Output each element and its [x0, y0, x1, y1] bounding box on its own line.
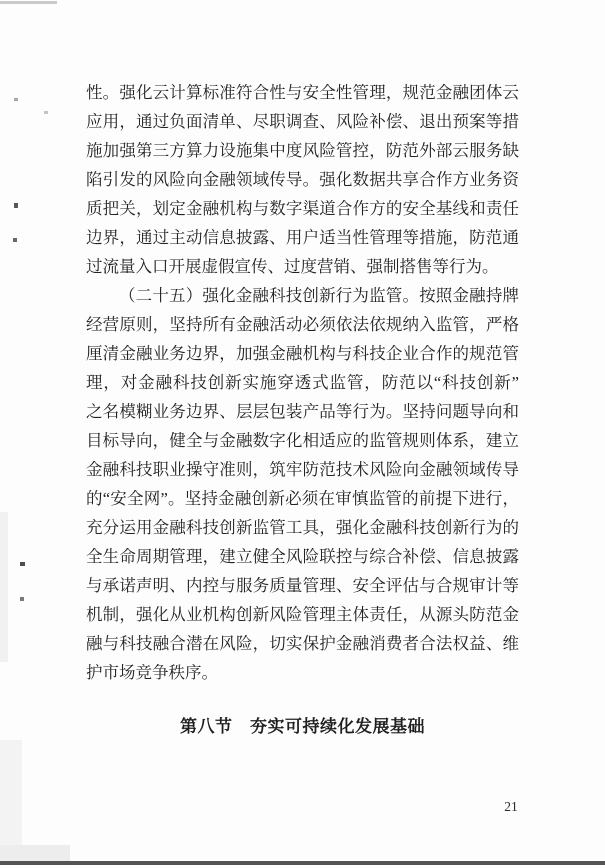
- text-line: 护市场竞争秩序。: [86, 663, 218, 682]
- text-line: 质把关，划定金融机构与数字渠道合作方的安全基线和责任: [86, 199, 519, 218]
- document-body-text: [86, 78, 519, 741]
- page-number: 21: [504, 799, 518, 814]
- text-line: 机制，强化从业机构创新风险管理主体责任，从源头防范金: [86, 605, 519, 624]
- scan-speck: [20, 562, 25, 566]
- scan-artifact-left-band: [0, 512, 8, 662]
- section-heading: 第八节 夯实可持续化发展基础: [180, 717, 425, 736]
- text-line: 性。强化云计算标准符合性与安全性管理，规范金融团体云: [86, 83, 519, 102]
- text-line: 过流量入口开展虚假宣传、过度营销、强制搭售等行为。: [86, 257, 499, 276]
- scan-artifact-bottom-left-smudge: [0, 740, 22, 861]
- text-line: 施加强第三方算力设施集中度风险管控，防范外部云服务缺: [86, 141, 519, 160]
- scan-artifact-bottom-left-blob: [0, 845, 70, 861]
- text-line: 经营原则，坚持所有金融活动必须依法依规纳入监管，严格: [86, 315, 519, 334]
- scan-speck: [14, 98, 18, 101]
- scan-speck: [14, 203, 18, 208]
- text-line: 的“安全网”。坚持金融创新必须在审慎监管的前提下进行，: [86, 489, 519, 508]
- text-line: 全生命周期管理，建立健全风险联控与综合补偿、信息披露: [86, 547, 519, 566]
- text-line: 与承诺声明、内控与服务质量管理、安全评估与合规审计等: [86, 576, 519, 595]
- text-line: 之名模糊业务边界、层层包装产品等行为。坚持问题导向和: [86, 402, 519, 421]
- scan-speck: [44, 111, 48, 114]
- text-line: 金融科技职业操守准则，筑牢防范技术风险向金融领域传导: [86, 460, 519, 479]
- text-line: 陷引发的风险向金融领域传导。强化数据共享合作方业务资: [86, 170, 519, 189]
- text-line: （二十五）强化金融科技创新行为监管。按照金融持牌: [119, 286, 519, 305]
- scan-bottom-edge: [0, 861, 605, 865]
- scan-speck: [20, 597, 24, 601]
- text-line: 目标导向，健全与金融数字化相适应的监管规则体系，建立: [86, 431, 519, 450]
- text-line: 充分运用金融科技创新监管工具，强化金融科技创新行为的: [86, 518, 519, 537]
- text-line: 理，对金融科技创新实施穿透式监管，防范以“科技创新”: [86, 373, 519, 392]
- text-line: 融与科技融合潜在风险，切实保护金融消费者合法权益、维: [86, 634, 519, 653]
- scan-artifact-top-streak: [0, 1, 57, 4]
- text-line: 边界，通过主动信息披露、用户适当性管理等措施，防范通: [86, 228, 519, 247]
- text-line: 厘清金融业务边界，加强金融机构与科技企业合作的规范管: [86, 344, 519, 363]
- text-line: 应用，通过负面清单、尽职调查、风险补偿、退出预案等措: [86, 112, 519, 131]
- scan-speck: [13, 238, 17, 242]
